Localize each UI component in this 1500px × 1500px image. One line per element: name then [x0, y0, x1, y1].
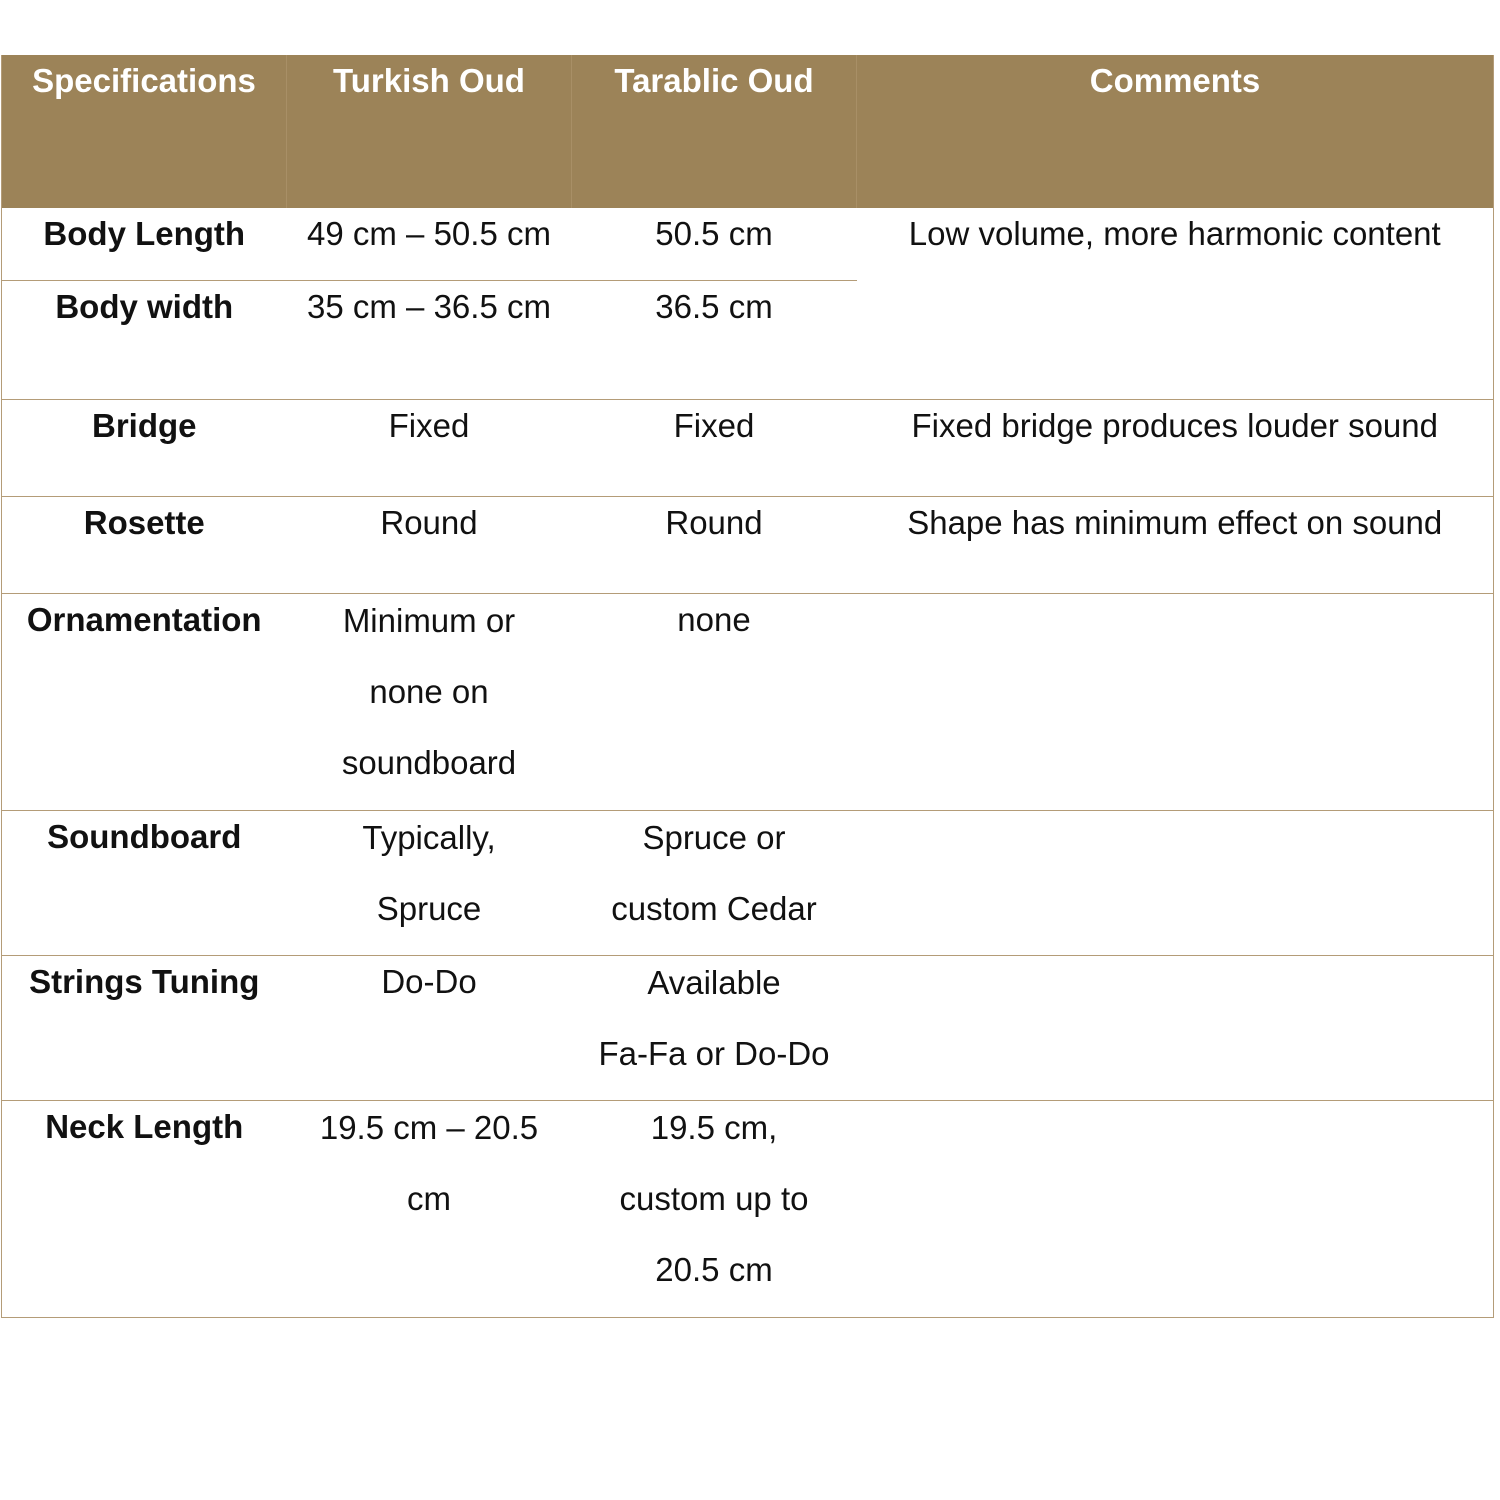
tarablic-value [572, 811, 857, 956]
comment-value [857, 956, 1494, 1101]
spec-label: Strings Tuning [2, 956, 287, 1101]
tarablic-value-line: 20.5 cm [655, 1251, 773, 1288]
tarablic-value-line: custom up to [619, 1180, 809, 1217]
turkish-value-line: Typically, [362, 819, 496, 856]
spec-label: Ornamentation [2, 594, 287, 811]
tarablic-value-line: Spruce or [642, 819, 786, 856]
comment-value [857, 811, 1494, 956]
tarablic-value: none [572, 594, 857, 811]
table-row [2, 208, 1494, 281]
spec-label: Bridge [2, 400, 287, 497]
turkish-value-line: Spruce [376, 890, 482, 927]
turkish-value: Round [287, 497, 572, 594]
turkish-value-line: cm [407, 1180, 451, 1217]
tarablic-value-line: 19.5 cm, [650, 1109, 778, 1146]
turkish-value-line: Minimum or [342, 602, 516, 639]
turkish-value: Do-Do [287, 956, 572, 1101]
oud-specifications-table [1, 55, 1494, 1318]
turkish-value: Fixed [287, 400, 572, 497]
spec-label: Rosette [2, 497, 287, 594]
spec-label: Body Length [2, 208, 287, 281]
turkish-value: 35 cm – 36.5 cm [287, 281, 572, 400]
turkish-value [287, 1101, 572, 1318]
tarablic-value: Fixed [572, 400, 857, 497]
table-row [2, 811, 1494, 956]
turkish-value: 49 cm – 50.5 cm [287, 208, 572, 281]
tarablic-value-line: Available [647, 964, 781, 1001]
comment-value: Shape has minimum effect on sound [857, 497, 1494, 594]
tarablic-value [572, 1101, 857, 1318]
turkish-value-line: soundboard [341, 744, 517, 781]
turkish-value-line: 19.5 cm – 20.5 [319, 1109, 539, 1146]
comment-value: Low volume, more harmonic content [857, 208, 1494, 400]
tarablic-value-line: custom Cedar [611, 890, 817, 927]
table-row [2, 956, 1494, 1101]
tarablic-value: 36.5 cm [572, 281, 857, 400]
spec-label: Neck Length [2, 1101, 287, 1318]
header-row [2, 55, 1494, 208]
table-row [2, 400, 1494, 497]
table-row [2, 594, 1494, 811]
tarablic-value-line: Fa-Fa or Do-Do [598, 1035, 830, 1072]
header-tarablic-oud: Tarablic Oud [572, 55, 857, 208]
header-specifications: Specifications [2, 55, 287, 208]
tarablic-value: 50.5 cm [572, 208, 857, 281]
comment-value [857, 594, 1494, 811]
spec-label: Body width [2, 281, 287, 400]
tarablic-value [572, 956, 857, 1101]
header-comments: Comments [857, 55, 1494, 208]
turkish-value [287, 594, 572, 811]
comment-value [857, 1101, 1494, 1318]
table-row [2, 1101, 1494, 1318]
comment-value: Fixed bridge produces louder sound [857, 400, 1494, 497]
header-turkish-oud: Turkish Oud [287, 55, 572, 208]
spec-label: Soundboard [2, 811, 287, 956]
table-row [2, 497, 1494, 594]
turkish-value [287, 811, 572, 956]
turkish-value-line: none on [369, 673, 489, 710]
tarablic-value: Round [572, 497, 857, 594]
